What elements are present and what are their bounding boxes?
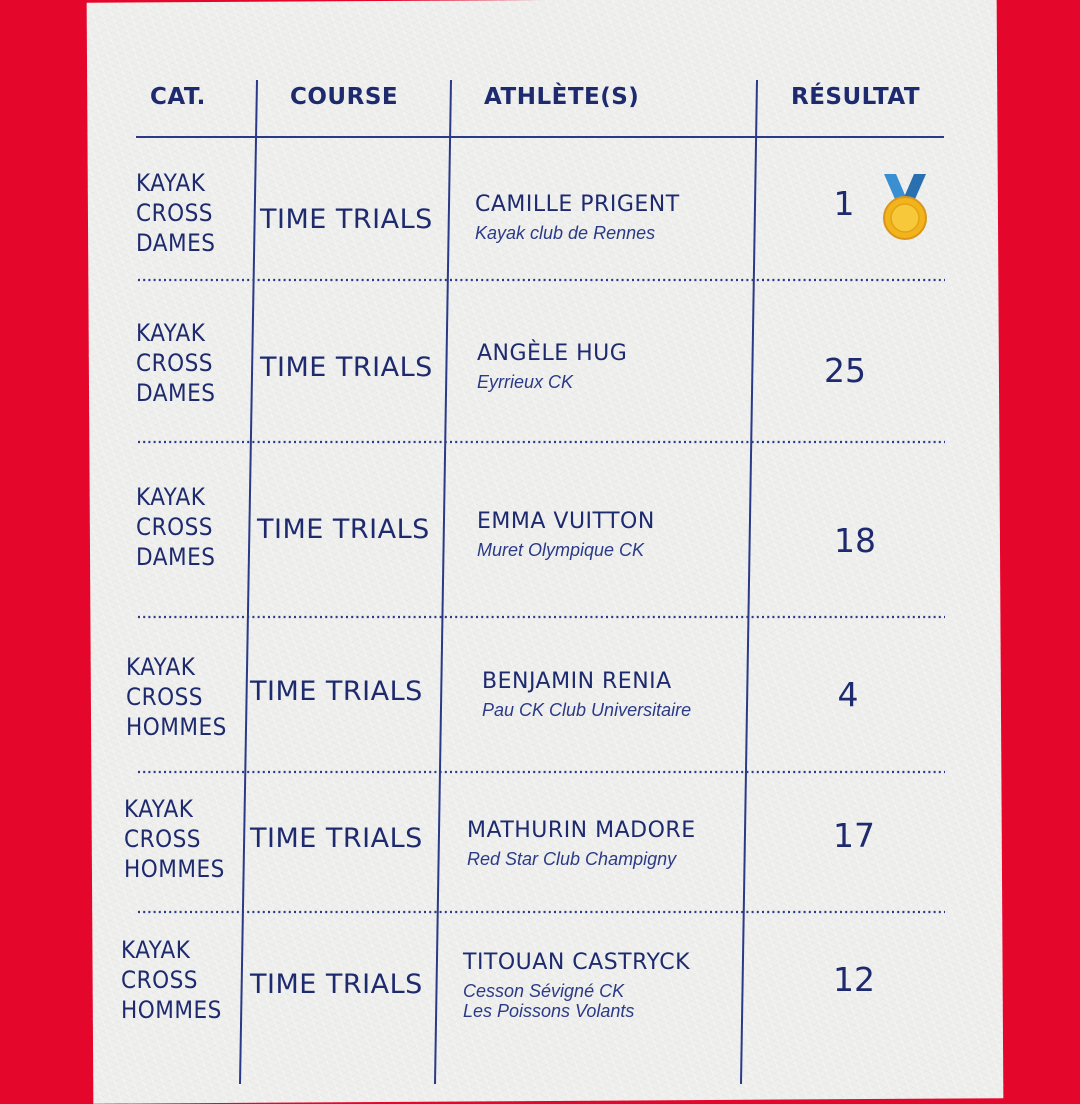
athlete-name: TITOUAN CASTRYCK [463,950,691,975]
course-cell: TIME TRIALS [250,823,423,854]
category-line: DAMES [136,229,216,257]
category-line: KAYAK [124,795,194,823]
athlete-name: BENJAMIN RENIA [482,669,672,694]
category-cell [124,794,225,884]
result-value: 4 [837,675,859,714]
header-course: COURSE [290,84,399,110]
course-cell: TIME TRIALS [250,969,423,1000]
category-cell [126,652,227,742]
club-line: Red Star Club Champigny [467,849,677,869]
course-cell: TIME TRIALS [257,514,430,545]
column-divider-3 [741,80,757,1084]
athlete-name: MATHURIN MADORE [467,818,696,843]
result-value: 1 [833,184,855,223]
club-line: Eyrrieux CK [477,372,574,392]
category-cell [121,935,222,1025]
club-line: Muret Olympique CK [477,540,645,560]
result-value: 17 [833,816,875,855]
athlete-club [467,849,676,869]
athlete-club [463,981,634,1021]
category-line: CROSS [126,683,203,711]
gold-medal-icon [880,172,930,242]
category-line: HOMMES [126,713,227,741]
athlete-club [477,372,573,392]
category-line: KAYAK [136,319,206,347]
result-value: 12 [833,960,875,999]
athlete-club [475,223,655,243]
category-line: CROSS [136,349,213,377]
header-athletes: ATHLÈTE(S) [484,84,640,110]
athlete-club [477,540,644,560]
category-line: KAYAK [136,169,206,197]
category-line: HOMMES [121,996,222,1024]
header-cat: CAT. [150,84,206,110]
category-cell [136,318,215,408]
athlete-name: EMMA VUITTON [477,509,655,534]
category-line: KAYAK [121,936,191,964]
club-line: Kayak club de Rennes [475,223,656,243]
athlete-name: ANGÈLE HUG [477,341,628,366]
club-line: Les Poissons Volants [463,1001,635,1021]
course-cell: TIME TRIALS [260,352,433,383]
course-cell: TIME TRIALS [250,676,423,707]
athlete-name: CAMILLE PRIGENT [475,192,680,217]
category-line: HOMMES [124,855,225,883]
club-line: Pau CK Club Universitaire [482,700,692,720]
category-line: KAYAK [126,653,196,681]
athlete-club [482,700,691,720]
header-result: RÉSULTAT [791,84,921,110]
club-line: Cesson Sévigné CK [463,981,625,1001]
category-line: CROSS [136,513,213,541]
category-cell [136,168,215,258]
result-value: 18 [834,521,876,560]
category-line: DAMES [136,379,216,407]
category-cell [136,482,215,572]
column-divider-1 [240,80,257,1084]
result-value: 25 [824,351,866,390]
category-line: CROSS [124,825,201,853]
category-line: CROSS [121,966,198,994]
category-line: KAYAK [136,483,206,511]
course-cell: TIME TRIALS [260,204,433,235]
column-divider-2 [435,80,451,1084]
category-line: CROSS [136,199,213,227]
category-line: DAMES [136,543,216,571]
